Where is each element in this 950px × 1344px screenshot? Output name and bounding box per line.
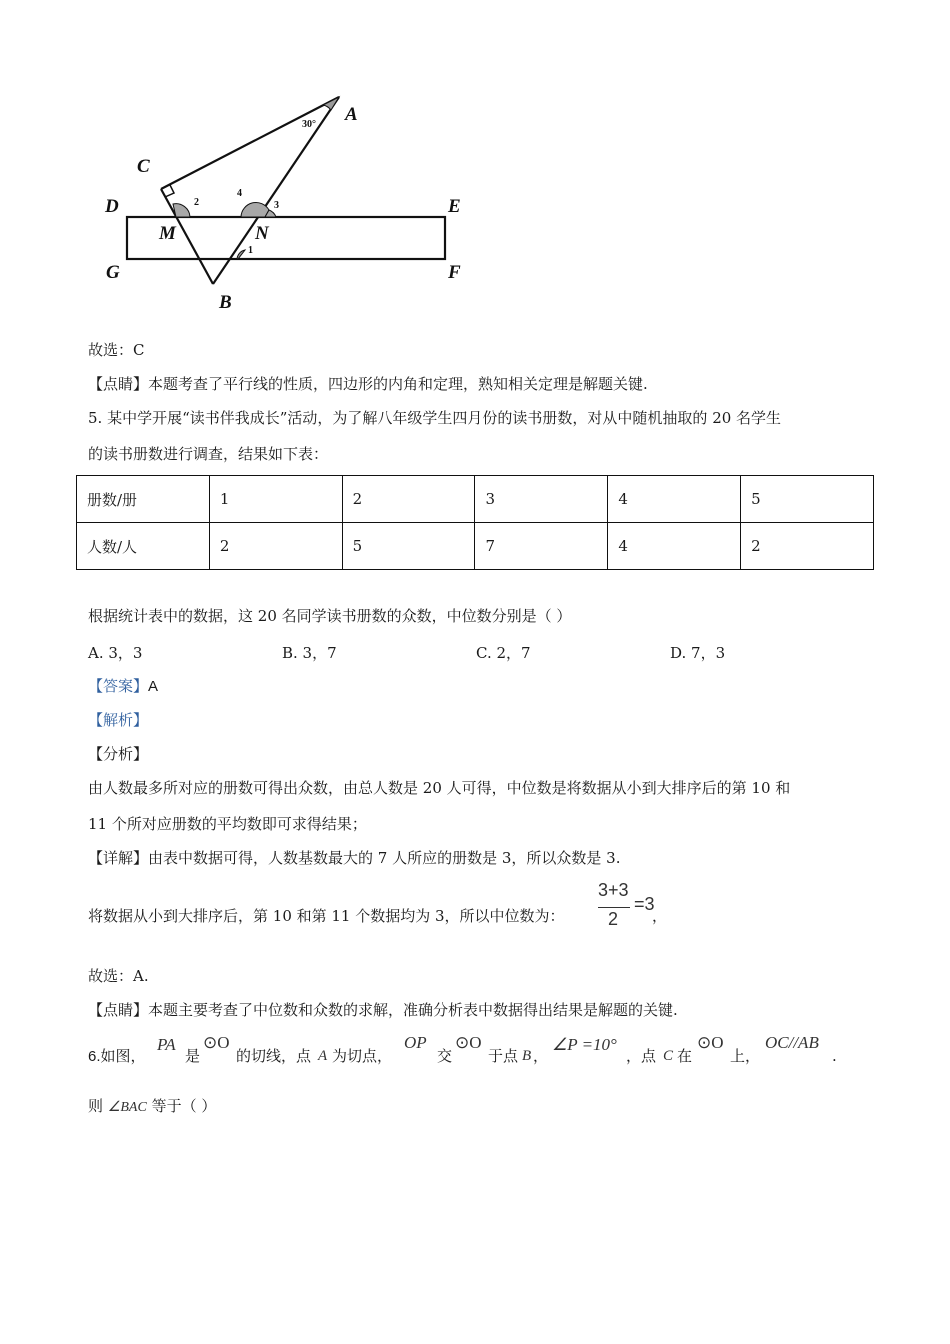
q6-text-2: 是 — [185, 1047, 201, 1065]
q6-line2 — [88, 1096, 216, 1118]
q6-text-4: 为切点， — [332, 1047, 393, 1065]
table-cell: 2 — [741, 523, 874, 570]
q6-oc-parallel-ab: OC//AB — [765, 1033, 819, 1052]
table-cell: 3 — [475, 476, 608, 523]
label-n: N — [255, 223, 269, 244]
table-cell: 人数/人 — [77, 523, 210, 570]
q5-option-b[interactable]: B. 3，7 — [282, 644, 337, 662]
angle-2-mark — [173, 204, 190, 217]
segment-ab — [213, 97, 339, 284]
angle-30-mark — [323, 97, 339, 110]
q5-fenxi-line1: 由人数最多所对应的册数可得出众数，由总人数是 20 人可得，中位数是将数据从小到大排序后的第 10 和 — [88, 779, 791, 797]
q6-circle-o-1: ⊙O — [203, 1033, 230, 1052]
q6-number — [88, 1046, 146, 1067]
angle-4-mark — [241, 202, 269, 217]
table-cell: 5 — [342, 523, 475, 570]
q5-fenxi-line2: 11 个所对应册数的平均数即可求得结果； — [88, 815, 367, 833]
q6-line2-pre: 则 — [88, 1097, 104, 1115]
label-m: M — [159, 223, 176, 244]
label-e: E — [448, 196, 461, 217]
q5-detail: 【详解】由表中数据可得，人数基数最大的 7 人所应的册数是 3，所以众数是 3. — [88, 849, 621, 867]
label-angle-4: 4 — [237, 188, 242, 199]
label-d: D — [105, 196, 119, 217]
q6-text-5: 交 — [437, 1047, 453, 1065]
table-row — [77, 523, 874, 570]
fraction-denominator: 2 — [608, 909, 619, 929]
q6-text-3: 的切线，点 — [236, 1047, 312, 1065]
q6-angle-p: ∠P =10° — [552, 1035, 617, 1054]
q5-stem-line1: 5. 某中学开展“读书伴我成长”活动，为了解八年级学生四月份的读书册数，对从中随机抽取的 20 名学生 — [88, 409, 782, 427]
q6-point-c: C — [663, 1048, 674, 1064]
q6-point-a: A — [318, 1048, 328, 1064]
fraction-result: =3 — [634, 894, 655, 914]
label-f: F — [448, 262, 461, 283]
q5-median-text: 将数据从小到大排序后，第 10 和第 11 个数据均为 3，所以中位数为： — [88, 907, 565, 925]
q5-option-a[interactable]: A. 3，3 — [88, 644, 143, 662]
fraction-tail: ， — [652, 907, 668, 925]
fraction-numerator: 3+3 — [598, 880, 629, 900]
angle-1-mark — [237, 250, 245, 259]
q5-analysis-tag: 【解析】 — [88, 711, 149, 729]
table-row — [77, 476, 874, 523]
label-angle-3: 3 — [274, 200, 279, 211]
segment-ca — [161, 97, 339, 189]
q5-review: 【点睛】本题主要考查了中位数和众数的求解，准确分析表中数据得出结果是解题的关键. — [88, 1001, 678, 1019]
q6-angle-bac: ∠BAC — [107, 1100, 147, 1115]
label-b: B — [219, 292, 232, 313]
label-a: A — [345, 104, 358, 125]
table-cell: 5 — [741, 476, 874, 523]
q6-period: . — [832, 1047, 837, 1065]
table-cell: 4 — [608, 476, 741, 523]
table-cell: 7 — [475, 523, 608, 570]
q6-text-6: 于点 — [488, 1047, 519, 1065]
q6-op: OP — [404, 1033, 427, 1052]
q6-pa: PA — [157, 1035, 176, 1054]
table-cell: 册数/册 — [77, 476, 210, 523]
label-angle-2: 2 — [194, 197, 199, 208]
q6-num: 6. — [88, 1048, 101, 1065]
q6-text-9: 上， — [730, 1047, 761, 1065]
q6-text-7: ，点 — [626, 1047, 657, 1065]
table-cell: 2 — [209, 523, 342, 570]
answer-tag: 【答案】 — [88, 677, 149, 695]
q5-stats-table — [76, 475, 874, 570]
q6-circle-o-3: ⊙O — [697, 1033, 724, 1052]
q6-text-1: 如图， — [100, 1047, 146, 1065]
q5-answer — [88, 676, 158, 697]
q6-text-8: 在 — [677, 1047, 693, 1065]
table-cell: 2 — [342, 476, 475, 523]
q6-comma: ， — [533, 1047, 549, 1065]
label-g: G — [106, 262, 120, 283]
q5-stem-line2: 的读书册数进行调查，结果如下表： — [88, 445, 329, 463]
q5-question: 根据统计表中的数据，这 20 名同学读书册数的众数，中位数分别是（ ） — [88, 607, 572, 625]
table-cell: 1 — [209, 476, 342, 523]
label-angle-1: 1 — [248, 245, 253, 256]
table-cell: 4 — [608, 523, 741, 570]
q5-fenxi-tag: 【分析】 — [88, 745, 149, 763]
q6-circle-o-2: ⊙O — [455, 1033, 482, 1052]
q5-option-d[interactable]: D. 7，3 — [670, 644, 726, 662]
q6-point-b: B — [522, 1048, 532, 1064]
answer-value: A — [148, 678, 159, 695]
label-angle-30: 30° — [302, 119, 316, 130]
geometry-figure — [95, 88, 485, 318]
q6-line2-post: 等于（ ） — [151, 1097, 217, 1115]
q5-option-c[interactable]: C. 2，7 — [476, 644, 531, 662]
q5-choice: 故选：A. — [88, 967, 149, 985]
prev-choice: 故选：C — [88, 341, 145, 359]
prev-review: 【点睛】本题考查了平行线的性质，四边形的内角和定理，熟知相关定理是解题关键. — [88, 375, 648, 393]
fraction-bar — [598, 907, 630, 908]
label-c: C — [137, 156, 150, 177]
